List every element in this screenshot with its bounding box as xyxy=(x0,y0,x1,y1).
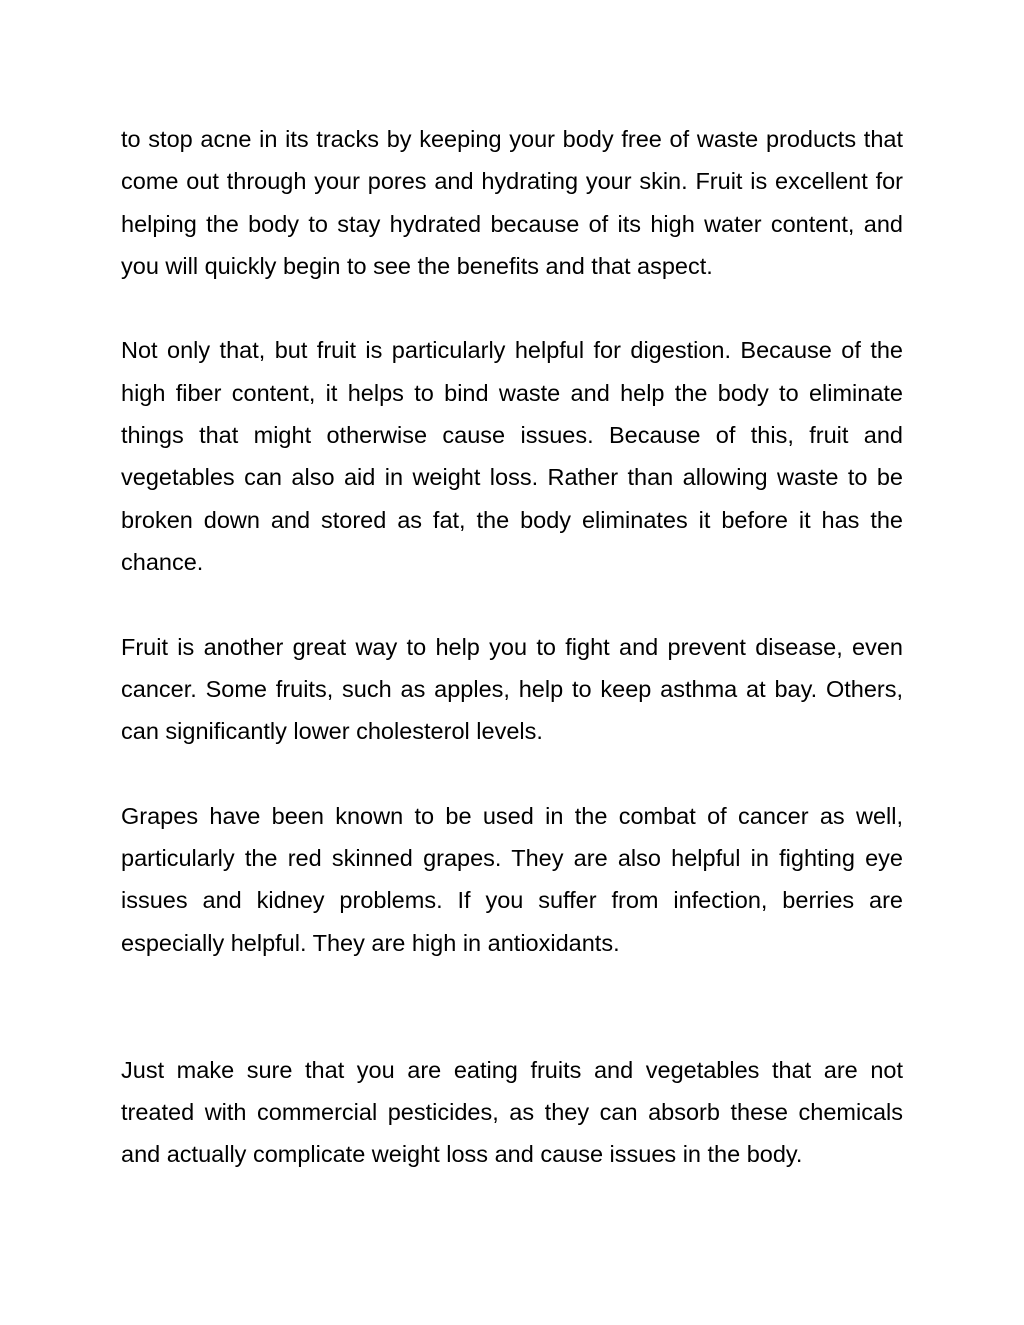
document-page xyxy=(121,118,903,1175)
paragraph-disease-prevention: Fruit is another great way to help you to fight and prevent disease, even cancer. Some fruits, such as apples, help to keep asthma at bay. Others, can significantly lower cholesterol levels. xyxy=(121,633,903,745)
paragraph-grapes-berries: Grapes have been known to be used in the combat of cancer as well, particularly the red skinned grapes. They are also helpful in fighting eye issues and kidney problems. If you suffer from infection, berries are especially helpful. They are high in antioxidants. xyxy=(121,802,903,956)
paragraph-acne-hydration: to stop acne in its tracks by keeping your body free of waste products that come out through your pores and hydrating your skin. Fruit is excellent for helping the body to stay hydrated because of its high water content, and you will quickly begin to see the benefits and that aspect. xyxy=(121,126,903,279)
paragraph-pesticides: Just make sure that you are eating fruits and vegetables that are not treated with commercial pesticides, as they can absorb these chemicals and actually complicate weight loss and cause issues in the body. xyxy=(121,1056,903,1168)
paragraph-digestion: Not only that, but fruit is particularly helpful for digestion. Because of the high fiber content, it helps to bind waste and help the body to eliminate things that might otherwise cause issues. Because of this, fruit and vegetables can also aid in weight loss. Rather than allowing waste to be broken down and stored as fat, the body eliminates it before it has the chance. xyxy=(121,337,903,575)
